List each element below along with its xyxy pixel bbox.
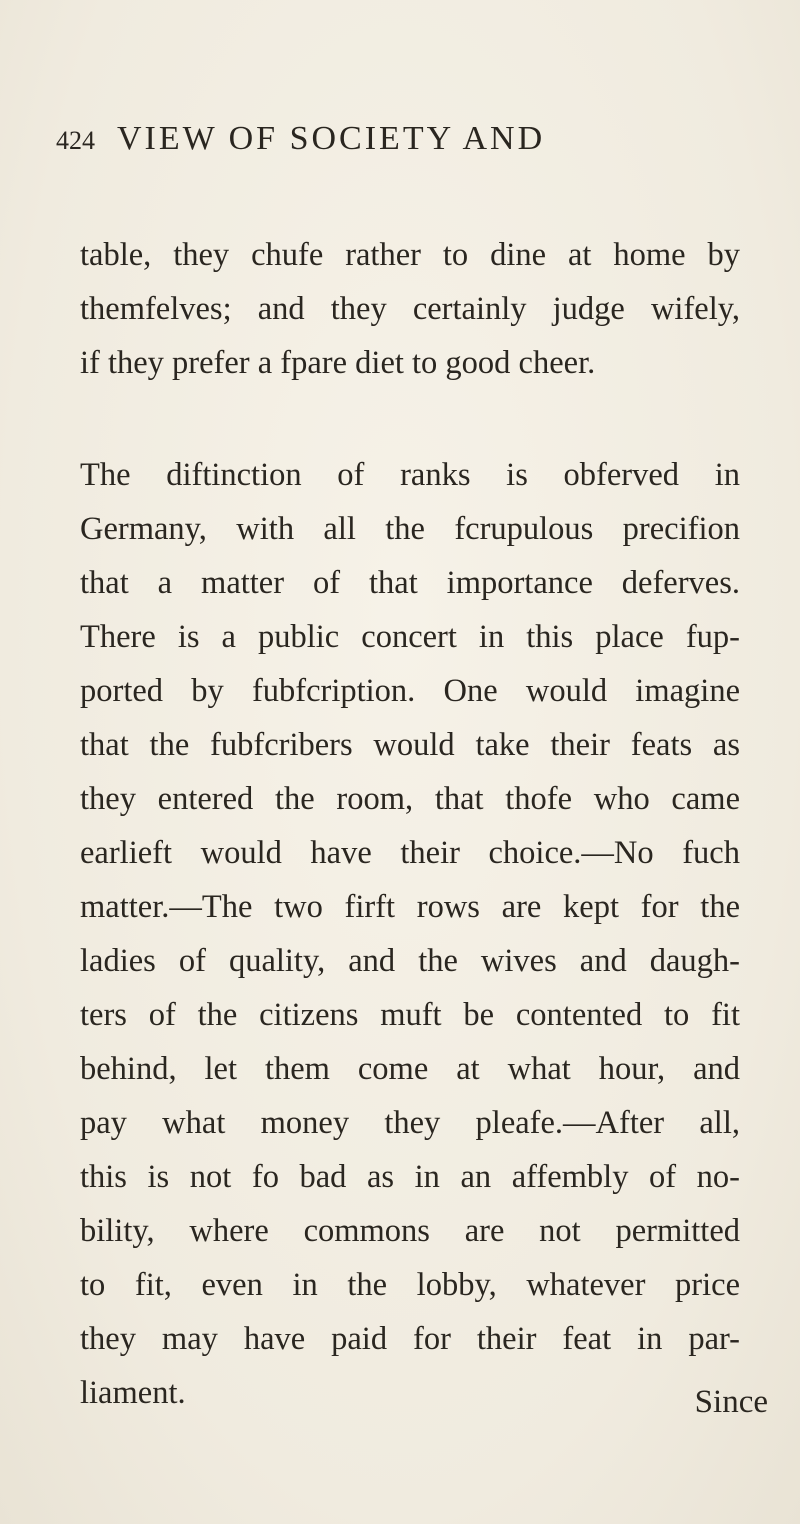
text-line: ported by fubfcription. One would imagine xyxy=(80,673,740,709)
text-line: earlieft would have their choice.—No fuch xyxy=(80,835,740,871)
text-line: this is not fo bad as in an affembly of no- xyxy=(80,1159,740,1195)
text-line: that a matter of that importance deferves. xyxy=(80,565,740,601)
text-line: to fit, even in the lobby, whatever price xyxy=(80,1267,740,1303)
text-line: that the fubfcribers would take their feats as xyxy=(80,727,740,763)
text-line: if they prefer a fpare diet to good cheer. xyxy=(80,345,596,381)
running-title: VIEW OF SOCIETY AND xyxy=(117,120,546,157)
text-line: Germany, with all the fcrupulous precifion xyxy=(80,511,740,547)
page-header xyxy=(56,120,545,158)
text-line: ladies of quality, and the wives and daugh- xyxy=(80,943,740,979)
catchword: Since xyxy=(694,1384,768,1420)
text-line: they entered the room, that thofe who came xyxy=(80,781,740,817)
text-line: themfelves; and they certainly judge wifely, xyxy=(80,291,740,327)
text-line: pay what money they pleafe.—After all, xyxy=(80,1105,740,1141)
text-line: There is a public concert in this place fup- xyxy=(80,619,740,655)
text-line: bility, where commons are not permitted xyxy=(80,1213,740,1249)
text-line: matter.—The two firft rows are kept for the xyxy=(80,889,740,925)
text-line: they may have paid for their feat in par- xyxy=(80,1321,740,1357)
body-text xyxy=(80,228,740,1420)
text-line: table, they chufe rather to dine at home by xyxy=(80,237,740,273)
text-line: behind, let them come at what hour, and xyxy=(80,1051,740,1087)
text-line: liament. xyxy=(80,1375,186,1411)
page-number: 424 xyxy=(56,126,95,155)
paragraph-gap xyxy=(80,390,740,448)
text-line: The diftinction of ranks is obferved in xyxy=(80,457,740,493)
paragraph-2 xyxy=(80,448,740,1420)
text-line: ters of the citizens muft be contented to fit xyxy=(80,997,740,1033)
paragraph-1 xyxy=(80,228,740,390)
